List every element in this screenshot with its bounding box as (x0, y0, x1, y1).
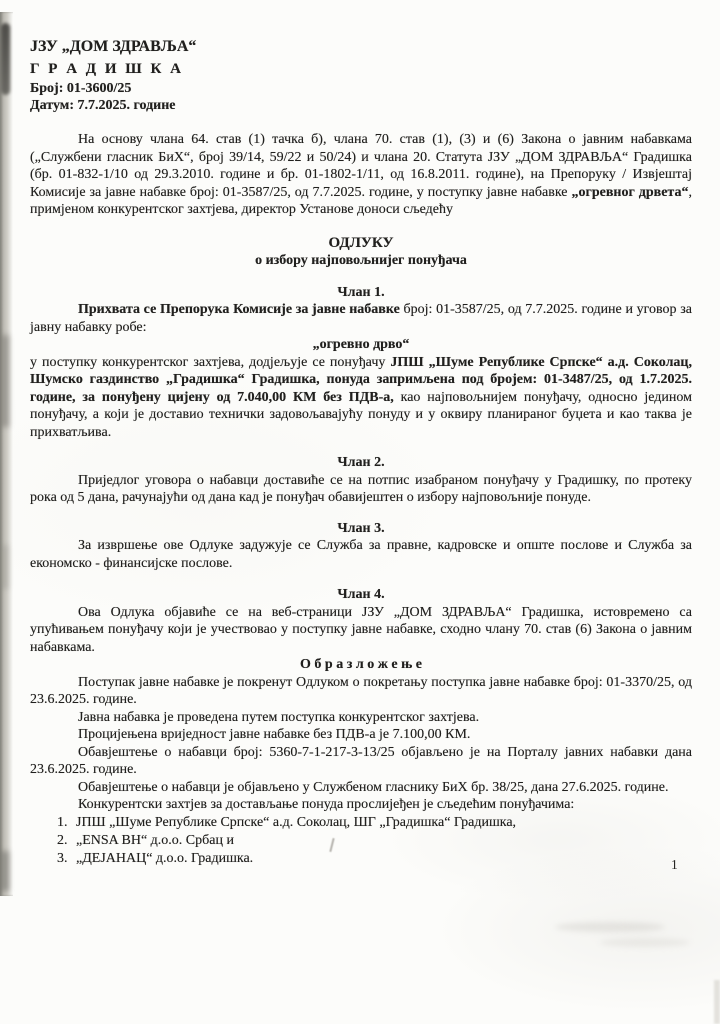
preamble-text-after: , примјеном конкурентског захтјева, директор Установе доноси сљедећу (30, 184, 692, 217)
rationale-paragraph-1: Поступак јавне набавке је покренут Одлуком о покретању поступка јавне набавке број: 01-3370/25, од 23.6.2025. године. (30, 674, 692, 707)
decision-subtitle: о избору најповољнијег понуђача (255, 252, 467, 268)
preamble-subject: „огревног дрвета“ (571, 184, 689, 200)
doc-date: Датум: 7.7.2025. године (30, 98, 176, 113)
clause-4-heading: Члан 4. (337, 587, 385, 602)
preamble-text-before: На основу члана 64. став (1) тачка б), члана 70. став (1), (3) и (6) Закона о јавним набавкама („Службени гласник БиХ“, број 39/14, 59/22 и 50/24) и члана 20. Статута ЈЗУ „ДОМ ЗДРАВЉА“ Градишка (бр. 01-832-1/10 од 29.3.2010. године и бр. 01-1802-1/11, од 16.8.2011. године), на Препоруку / Извјештај Комисије за јавне набавке број: 01-3587/25, од 7.7.2025. године, у поступку јавне набавке (30, 132, 692, 200)
doc-number: Број: 01-3600/25 (30, 81, 132, 96)
scan-artifact (2, 545, 8, 589)
bidder-text: „ENSA BH“ д.о.о. Србац и (76, 832, 234, 848)
clause-1-paragraph (30, 301, 692, 336)
preamble-paragraph (30, 131, 692, 219)
clause-2-heading: Члан 2. (337, 455, 385, 470)
clause-2-paragraph: Приједлог уговора о набавци доставиће се на потпис изабраном понуђачу у Градишку, по протеку рока од 5 дана, рачунајући од дана кад је понуђач обавијештен о избору најповољније понуде. (30, 472, 692, 505)
bidder-item (57, 832, 692, 850)
award-bidder-bold: ЈПШ „Шуме Републике Српске“ а.д. Соколац, Шумско газдинство „Градишка“ Градишка, понуда запримљена под бројем: 01-3487/25, од 1.7.2025. године, за понуђену цијену од 7.040,00 КМ без ПДВ-а, (30, 354, 692, 405)
bidder-text: „ДЕЈАНАЦ“ д.о.о. Градишка. (76, 850, 254, 866)
bidder-number: 2. (57, 832, 68, 848)
clause-4-paragraph: Ова Одлука објавиће се на веб-страници ЈЗУ „ДОМ ЗДРАВЉА“ Градишка, истовремено са упућивањем понуђачу који је учествовао у поступку јавне набавке, сходно члану 70. став (6) Закона о јавним набавкама. (30, 604, 692, 655)
bidder-number: 1. (57, 814, 68, 830)
procurement-subject-title: „огревно дрво“ (312, 337, 410, 352)
award-paragraph (30, 354, 692, 442)
rationale-paragraph-6: Конкурентски захтјев за достављање понуда прослијеђен је сљедећим понуђачима: (78, 797, 575, 812)
scan-artifact (714, 980, 720, 1024)
scan-artifact (600, 938, 690, 947)
bidder-item (57, 850, 692, 868)
org-city: Г Р А Д И Ш К А (30, 61, 184, 77)
rationale-paragraph-5: Обавјештење о набавци је објављено у Службеном гласнику БиХ бр. 38/25, дана 27.6.2025. године. (78, 779, 669, 795)
clause-1-bold: Прихвата се Препорука Комисије за јавне набавке (78, 302, 404, 317)
rationale-paragraph-2: Јавна набавка је проведена путем поступка конкурентског захтјева. (78, 709, 480, 725)
bidder-text: ЈПШ „Шуме Републике Српске“ а.д. Соколац, ШГ „Градишка“ Градишка, (76, 814, 517, 830)
award-rest: као најповољнијем понуђачу, односно једином понуђачу, а који је доставио технички задовољавајућу понуду и у оквиру планираног буџета и као таква је прихватљива. (30, 389, 692, 440)
decision-title: ОДЛУКУ (328, 234, 394, 251)
award-start: у поступку конкурентског захтјева, додјељује се понуђачу (30, 354, 391, 370)
document-page (30, 36, 692, 868)
scan-artifact (1, 335, 9, 427)
scan-artifact (555, 922, 665, 932)
bidder-item (57, 814, 692, 832)
rationale-paragraph-4: Обавјештење о набавци број: 5360-7-1-217-3-13/25 објављено је на Порталу јавних набавки дана 23.6.2025. године. (30, 744, 692, 777)
page-number: 1 (671, 857, 678, 872)
scan-artifact (1, 851, 9, 891)
bidder-number: 3. (57, 850, 68, 866)
clause-3-heading: Члан 3. (337, 520, 385, 536)
scan-artifact (1, 23, 10, 95)
org-name: ЈЗУ „ДОМ ЗДРАВЉА“ (30, 38, 197, 55)
rationale-paragraph-3: Процијењена вриједност јавне набавке без ПДВ-а је 7.100,00 КМ. (78, 727, 471, 742)
scan-edge-strip (0, 12, 13, 896)
rationale-heading: О б р а з л о ж е њ е (300, 657, 422, 672)
clause-3-paragraph: За извршење ове Одлуке задужује се Служба за правне, кадровске и опште послове и Служба за економско - финансијске послове. (30, 538, 692, 571)
clause-1-heading: Члан 1. (337, 284, 385, 300)
clause-1-rest: број: 01-3587/25, од 7.7.2025. године и уговор за јавну набавку робе: (30, 302, 692, 335)
bidder-list (30, 814, 692, 868)
